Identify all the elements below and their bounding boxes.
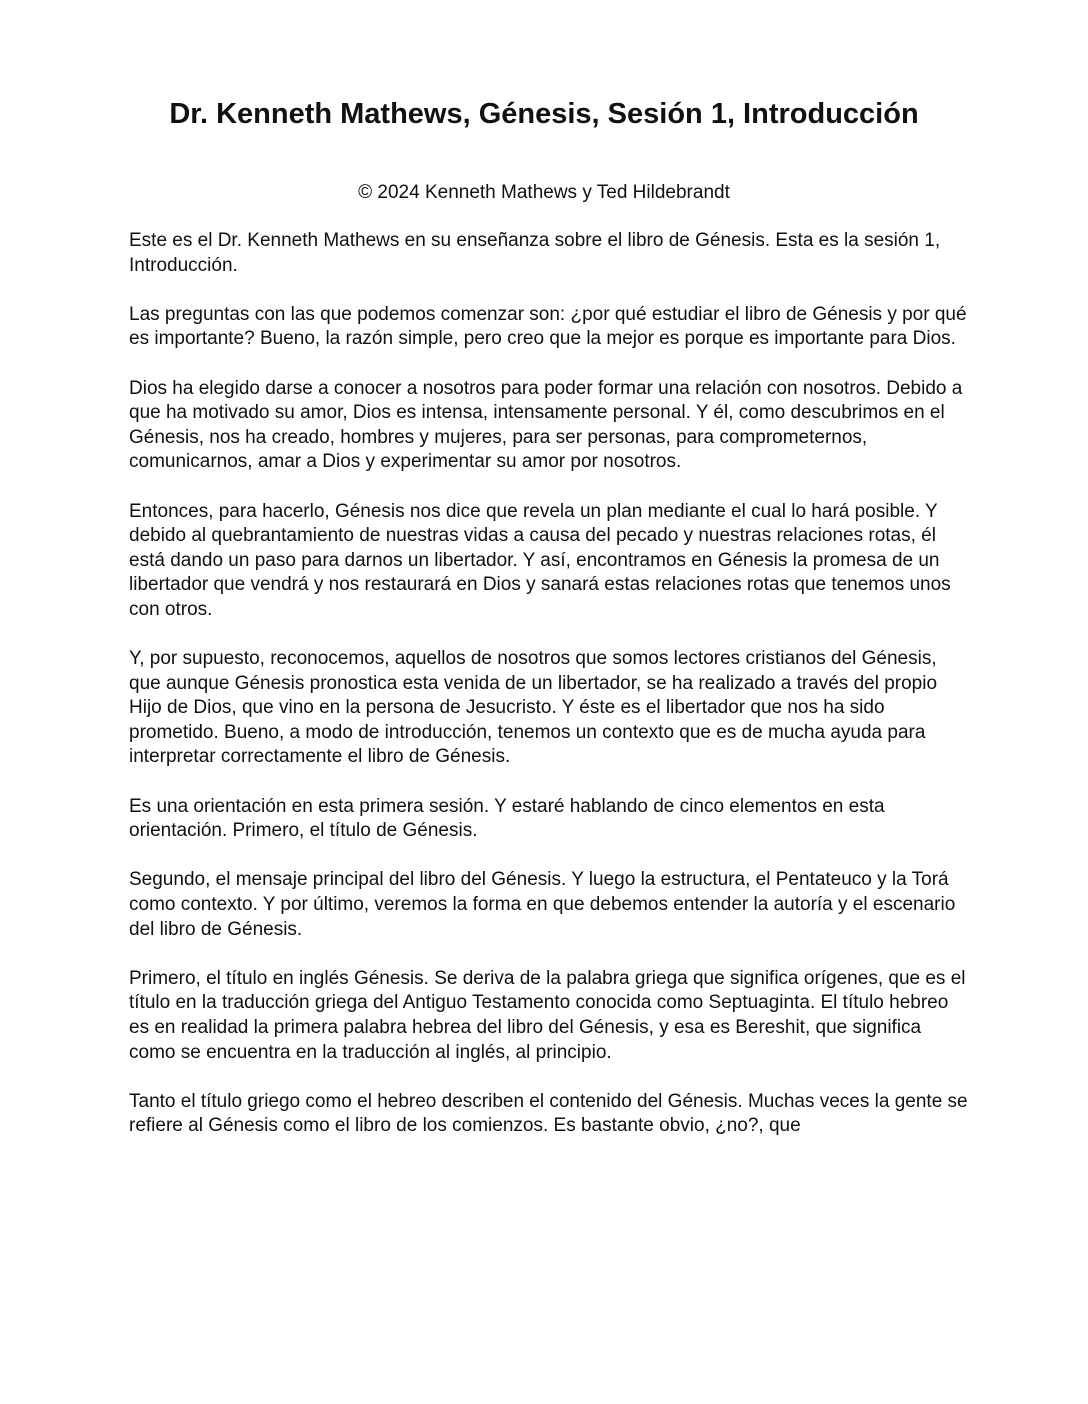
document-body bbox=[129, 229, 969, 1164]
paragraph: Segundo, el mensaje principal del libro del Génesis. Y luego la estructura, el Pentateuco y la Torá como contexto. Y por último, veremos la forma en que debemos entender la autoría y el escenario del libro de Génesis. bbox=[129, 869, 956, 940]
paragraph: Este es el Dr. Kenneth Mathews en su enseñanza sobre el libro de Génesis. Esta es la sesión 1, Introducción. bbox=[129, 230, 941, 276]
paragraph: Y, por supuesto, reconocemos, aquellos de nosotros que somos lectores cristianos del Génesis, que aunque Génesis pronostica esta venida de un libertador, se ha realizado a través del propio Hijo de Dios, que vino en la persona de Jesucristo. Y éste es el libertador que nos ha sido prometido. Bueno, a modo de introducción, tenemos un contexto que es de mucha ayuda para interpretar correctamente el libro de Génesis. bbox=[129, 648, 938, 768]
copyright-line: © 2024 Kenneth Mathews y Ted Hildebrandt bbox=[358, 182, 730, 203]
paragraph: Dios ha elegido darse a conocer a nosotros para poder formar una relación con nosotros. Debido a que ha motivado su amor, Dios es intensa, intensamente personal. Y él, como descubrimos en el Génesis, nos ha creado, hombres y mujeres, para ser personas, para comprometernos, comunicarnos, amar a Dios y experimentar su amor por nosotros. bbox=[129, 377, 963, 473]
paragraph: Las preguntas con las que podemos comenzar son: ¿por qué estudiar el libro de Génesis y por qué es importante? Bueno, la razón simple, pero creo que la mejor es porque es importante para Dios. bbox=[129, 303, 967, 350]
paragraph: Es una orientación en esta primera sesión. Y estaré hablando de cinco elementos en esta orientación. Primero, el título de Génesis. bbox=[129, 795, 885, 842]
page-title: Dr. Kenneth Mathews, Génesis, Sesión 1, Introducción bbox=[169, 98, 919, 130]
paragraph: Entonces, para hacerlo, Génesis nos dice que revela un plan mediante el cual lo hará posible. Y debido al quebrantamiento de nuestras vidas a causa del pecado y nuestras relaciones rotas, él está dando un paso para darnos un libertador. Y así, encontramos en Génesis la promesa de un libertador que vendrá y nos restaurará en Dios y sanará estas relaciones rotas que tenemos unos con otros. bbox=[129, 500, 951, 620]
paragraph: Primero, el título en inglés Génesis. Se deriva de la palabra griega que significa orígenes, que es el título en la traducción griega del Antiguo Testamento conocida como Septuaginta. El título hebreo es en realidad la primera palabra hebrea del libro del Génesis, y esa es Bereshit, que significa como se encuentra en la traducción al inglés, al principio. bbox=[129, 967, 966, 1063]
paragraph: Tanto el título griego como el hebreo describen el contenido del Génesis. Muchas veces la gente se refiere al Génesis como el libro de los comienzos. Es bastante obvio, ¿no?, que bbox=[129, 1090, 968, 1137]
